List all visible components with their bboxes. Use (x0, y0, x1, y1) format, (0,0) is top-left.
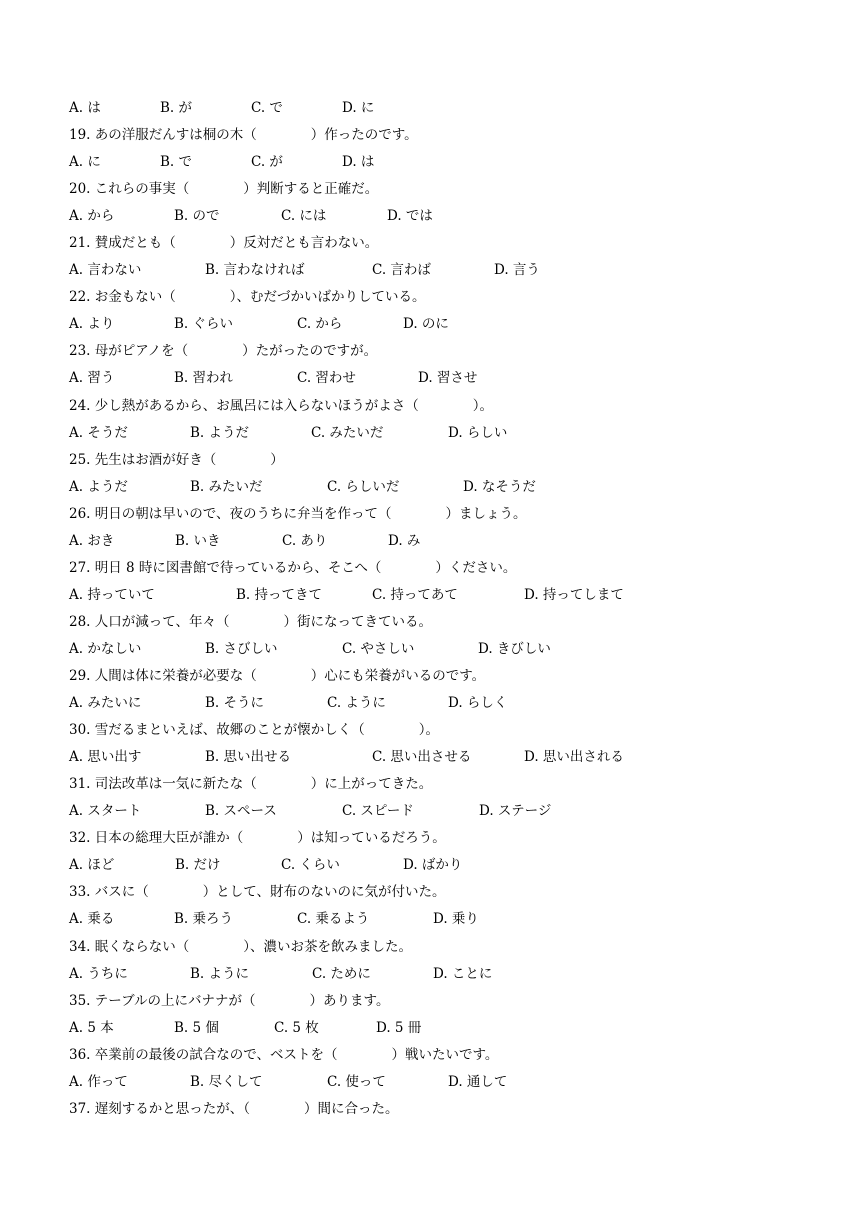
option-a: A. から (69, 208, 115, 225)
option-c: C. が (251, 154, 283, 170)
question-text: 31. 司法改革は一気に新たな（ ）に上がってきた。 (69, 776, 433, 793)
option-d: D. 思い出される (524, 749, 624, 766)
option-a: A. おき (69, 532, 115, 549)
option-a: A. は (69, 100, 101, 116)
option-b: B. が (160, 100, 193, 116)
option-a: A. スタート (69, 803, 142, 820)
option-d: D. らしく (448, 695, 508, 711)
option-b: B. で (160, 154, 193, 170)
option-b: B. ように (190, 965, 250, 982)
option-d: D. ステージ (479, 803, 552, 820)
question-text: 20. これらの事実（ ）判断すると正確だ。 (69, 181, 379, 198)
option-c: C. らしいだ (327, 478, 400, 495)
option-b: B. 持ってきて (236, 586, 323, 603)
option-c: C. 5 枚 (274, 1019, 319, 1036)
option-c: C. 習わせ (297, 370, 356, 387)
option-c: C. 持ってあて (372, 586, 458, 603)
option-c: C. 思い出させる (372, 749, 472, 766)
question-text: 29. 人間は体に栄養が必要な（ ）心にも栄養がいるのです。 (69, 668, 486, 684)
option-d: D. ことに (433, 965, 493, 982)
option-b: B. ので (174, 208, 220, 225)
option-b: B. 尽くして (190, 1073, 263, 1090)
question-text: 28. 人口が減って、年々（ ）街になってきている。 (69, 613, 432, 630)
option-b: B. ぐらい (174, 316, 234, 333)
option-a: A. ほど (69, 857, 115, 874)
option-d: D. らしい (448, 424, 508, 441)
option-b: B. さびしい (205, 640, 278, 657)
option-c: C. には (281, 208, 327, 225)
option-b: B. だけ (175, 857, 221, 874)
option-c: C. から (297, 316, 343, 333)
question-text: 22. お金もない（ ）、むだづかいばかりしている。 (69, 289, 426, 306)
option-d: D. ばかり (403, 857, 463, 874)
option-c: C. スピード (342, 803, 414, 820)
option-d: D. 持ってしまて (524, 586, 624, 603)
question-text: 19. あの洋服だんすは桐の木（ ）作ったのです。 (69, 127, 418, 143)
question-text: 25. 先生はお酒が好き（ ） (69, 451, 284, 468)
question-text: 23. 母がピアノを（ ）たがったのですが。 (69, 343, 378, 360)
option-a: A. 思い出す (69, 749, 142, 766)
option-a: A. 言わない (69, 262, 142, 279)
question-text: 26. 明日の朝は早いので、夜のうちに弁当を作って（ ）ましょう。 (69, 505, 527, 522)
option-b: B. そうに (205, 695, 265, 711)
option-a: A. より (69, 316, 115, 333)
option-d: D. は (342, 154, 375, 170)
option-c: C. みたいだ (311, 424, 384, 441)
option-a: A. 5 本 (69, 1019, 114, 1036)
option-b: B. 思い出せる (205, 749, 292, 766)
option-b: B. スペース (205, 803, 277, 820)
option-d: D. なそうだ (463, 478, 536, 495)
question-text: 36. 卒業前の最後の試合なので、ベストを（ ）戦いたいです。 (69, 1046, 499, 1063)
option-a: A. 乗る (69, 911, 115, 928)
question-text: 27. 明日 8 時に図書館で待っているから、そこへ（ ）ください。 (69, 559, 517, 576)
question-text: 21. 賛成だとも（ ）反対だとも言わない。 (69, 235, 379, 252)
option-d: D. 習させ (418, 370, 478, 387)
option-a: A. うちに (69, 965, 128, 982)
option-a: A. に (69, 154, 101, 170)
option-c: C. 言わば (372, 262, 431, 279)
option-a: A. ようだ (69, 478, 128, 495)
question-text: 24. 少し熱があるから、お風呂には入らないほうがよさ（ ）。 (69, 397, 494, 414)
option-b: B. 5 個 (174, 1019, 219, 1036)
option-c: C. 乗るよう (297, 911, 370, 928)
option-b: B. 乗ろう (174, 911, 234, 928)
question-text: 33. バスに（ ）として、財布のないのに気が付いた。 (69, 884, 446, 901)
option-d: D. では (387, 208, 433, 225)
option-a: A. 持っていて (69, 586, 155, 603)
option-b: B. みたいだ (190, 478, 263, 495)
option-b: B. いき (175, 532, 221, 549)
option-d: D. 5 冊 (376, 1019, 422, 1036)
option-d: D. に (342, 100, 375, 116)
option-d: D. のに (403, 316, 449, 333)
option-d: D. 乗り (433, 911, 479, 928)
option-d: D. み (388, 532, 421, 549)
option-a: A. そうだ (69, 424, 128, 441)
option-a: A. 習う (69, 370, 115, 387)
option-b: B. ようだ (190, 424, 250, 441)
option-b: B. 習われ (174, 370, 234, 387)
option-c: C. 使って (327, 1073, 386, 1090)
option-c: C. くらい (281, 857, 340, 874)
option-c: C. で (251, 100, 283, 116)
option-b: B. 言わなければ (205, 262, 305, 279)
option-d: D. きびしい (478, 640, 551, 657)
option-a: A. みたいに (69, 695, 142, 711)
option-c: C. ように (327, 695, 386, 711)
question-text: 37. 遅刻するかと思ったが、（ ）間に合った。 (69, 1100, 399, 1117)
option-a: A. 作って (69, 1073, 128, 1090)
question-text: 34. 眠くならない（ ）、濃いお茶を飲みました。 (69, 938, 413, 955)
option-c: C. あり (282, 532, 328, 549)
option-c: C. ために (312, 965, 371, 982)
question-text: 30. 雪だるまといえば、故郷のことが懐かしく（ ）。 (69, 722, 440, 739)
option-c: C. やさしい (342, 640, 415, 657)
option-d: D. 通して (448, 1073, 508, 1090)
question-text: 35. テーブルの上にバナナが（ ）あります。 (69, 992, 390, 1009)
option-d: D. 言う (494, 262, 540, 279)
option-a: A. かなしい (69, 640, 142, 657)
question-text: 32. 日本の総理大臣が誰か（ ）は知っているだろう。 (69, 830, 446, 847)
